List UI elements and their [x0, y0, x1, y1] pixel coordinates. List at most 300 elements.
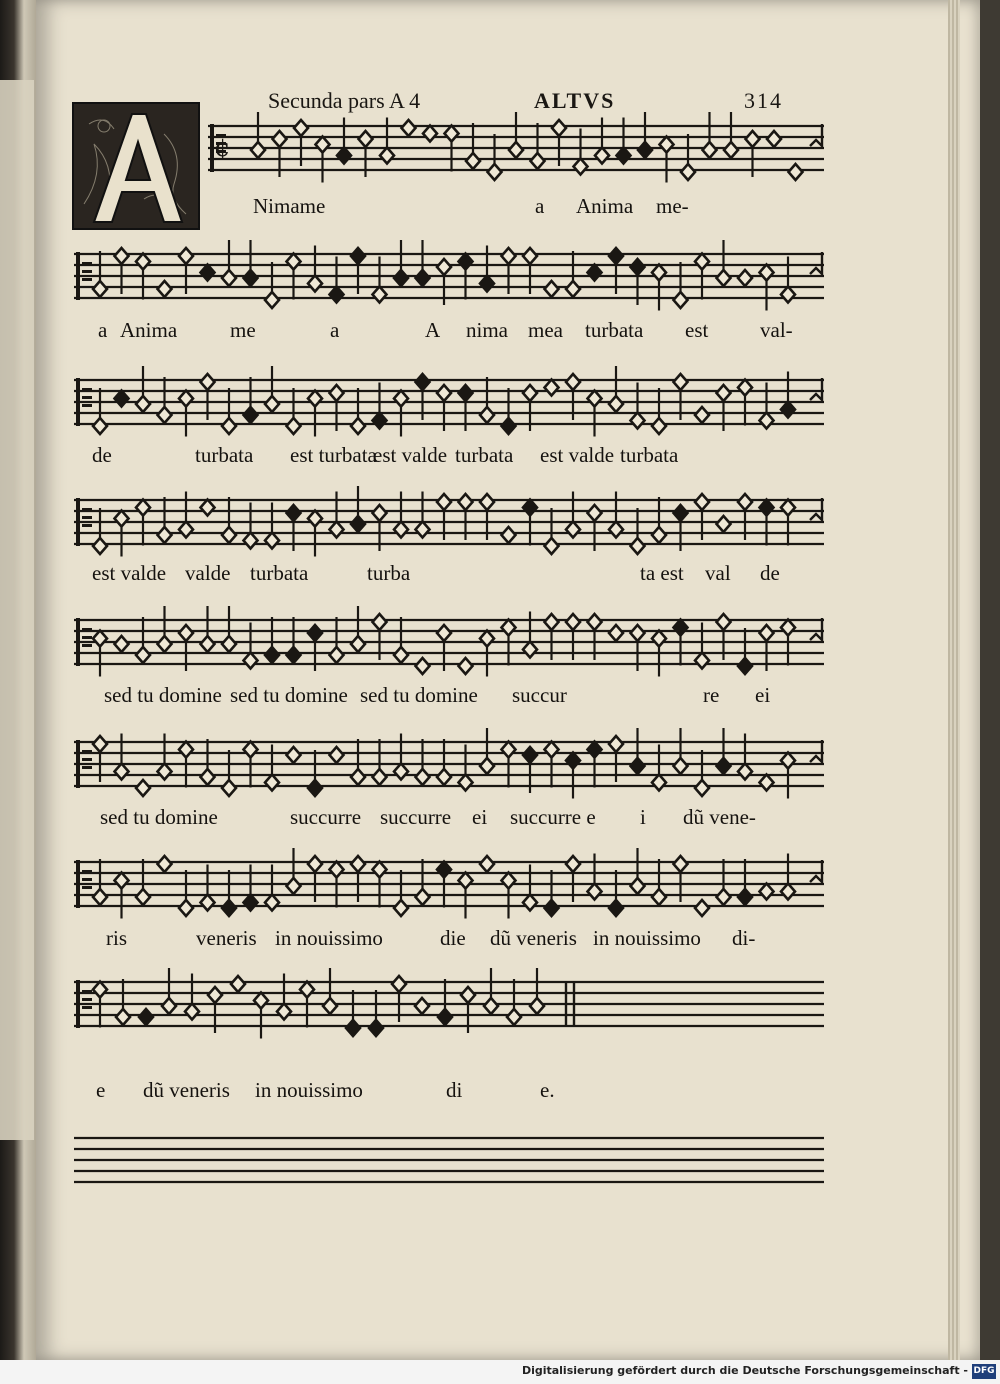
note-head [162, 998, 176, 1014]
lyric-syllable: a [330, 318, 340, 342]
note-head [437, 385, 451, 401]
note-head [652, 527, 666, 543]
note-head [609, 900, 623, 916]
note-head [466, 153, 480, 169]
note-head [93, 631, 107, 647]
note-head [631, 259, 645, 275]
note-head [738, 270, 752, 286]
note-head [437, 259, 451, 275]
note-head [93, 418, 107, 434]
note-head [231, 976, 245, 992]
lyric-syllable: di- [732, 926, 756, 950]
note-head [588, 884, 602, 900]
lyric-syllable: turbata [195, 443, 254, 467]
note-head [609, 248, 623, 264]
note-head [717, 758, 731, 774]
note-head [346, 1020, 360, 1036]
note-head [459, 254, 473, 270]
note-head [502, 418, 516, 434]
note-head [781, 620, 795, 636]
note-head [437, 494, 451, 510]
note-head [316, 137, 330, 153]
note-head [566, 614, 580, 630]
clef-mark [82, 998, 92, 1001]
note-head [523, 642, 537, 658]
clef-mark [82, 508, 92, 511]
note-head [115, 636, 129, 652]
note-head [760, 884, 774, 900]
note-head [208, 987, 222, 1003]
note-head [416, 522, 430, 538]
note-head [523, 747, 537, 763]
lyric-syllable: ris [106, 926, 127, 950]
lyric-syllable: est turbata [290, 443, 377, 467]
note-head [373, 287, 387, 303]
note-head [523, 248, 537, 264]
note-head [392, 976, 406, 992]
note-head [703, 142, 717, 158]
note-head [330, 747, 344, 763]
clef-mark [82, 758, 92, 761]
note-head [351, 248, 365, 264]
clef-mark [82, 388, 92, 391]
note-head [222, 418, 236, 434]
note-head [179, 522, 193, 538]
custos [810, 498, 822, 520]
lyric-syllable: a [535, 194, 545, 218]
note-head [631, 538, 645, 554]
note-head [287, 418, 301, 434]
note-head [158, 636, 172, 652]
note-head [330, 385, 344, 401]
note-head [136, 396, 150, 412]
note-head [93, 538, 107, 554]
lyric-syllable: turbata [620, 443, 679, 467]
lyric-syllable: sed tu domine [104, 683, 222, 707]
clef-mark [76, 378, 80, 426]
note-head [652, 265, 666, 281]
note-head [566, 281, 580, 297]
note-head [115, 511, 129, 527]
clef-mark [82, 750, 92, 753]
note-head [251, 142, 265, 158]
note-head [530, 998, 544, 1014]
note-head [738, 658, 752, 674]
lyric-syllable: die [440, 926, 466, 950]
note-head [695, 900, 709, 916]
note-head [179, 625, 193, 641]
note-head [502, 742, 516, 758]
note-head [502, 620, 516, 636]
note-head [158, 407, 172, 423]
clef-mark [76, 860, 80, 908]
note-head [423, 126, 437, 142]
note-head [652, 631, 666, 647]
clef-mark [82, 278, 92, 281]
lyric-syllable: turbata [585, 318, 644, 342]
lyric-syllable: nima [466, 318, 508, 342]
clef-mark [82, 636, 92, 639]
note-head [402, 120, 416, 136]
lyric-syllable: Anima [120, 318, 178, 342]
lyric-syllable: in nouissimo [593, 926, 701, 950]
note-head [566, 522, 580, 538]
note-head [330, 522, 344, 538]
note-head [566, 856, 580, 872]
lyric-syllable: de [92, 443, 112, 467]
note-head [265, 895, 279, 911]
note-head [717, 385, 731, 401]
note-head [201, 636, 215, 652]
note-head [394, 391, 408, 407]
lyric-syllable: e. [540, 1078, 555, 1102]
note-head [781, 500, 795, 516]
clef-mark [82, 404, 92, 407]
lyric-syllable: me [230, 318, 256, 342]
lyric-syllable: val- [760, 318, 793, 342]
note-head [588, 505, 602, 521]
note-head [158, 281, 172, 297]
clef-mark [76, 618, 80, 666]
dfg-logo: DFG [972, 1364, 996, 1379]
note-head [308, 276, 322, 292]
custos [810, 860, 822, 882]
note-head [222, 900, 236, 916]
note-head [416, 889, 430, 905]
custos [810, 378, 822, 400]
lyric-syllable: i [640, 805, 646, 829]
note-head [265, 775, 279, 791]
note-head [652, 418, 666, 434]
note-head [609, 522, 623, 538]
note-head [531, 153, 545, 169]
note-head [461, 987, 475, 1003]
note-head [523, 895, 537, 911]
note-head [116, 1009, 130, 1025]
note-head [351, 856, 365, 872]
note-head [459, 494, 473, 510]
note-head [609, 625, 623, 641]
note-head [136, 647, 150, 663]
note-head [416, 769, 430, 785]
clef-mark [76, 498, 80, 546]
note-head [523, 500, 537, 516]
note-head [545, 900, 559, 916]
note-head [717, 270, 731, 286]
voice-label: ALTVS [534, 88, 616, 113]
time-signature: ¢ [214, 133, 231, 163]
note-head [158, 764, 172, 780]
note-head [244, 653, 258, 669]
note-head [437, 769, 451, 785]
note-head [416, 374, 430, 390]
lyric-syllable: ei [472, 805, 488, 829]
lyric-syllable: succurre [290, 805, 362, 829]
footer-bar [0, 1360, 1000, 1384]
note-head [724, 142, 738, 158]
note-head [566, 374, 580, 390]
note-head [660, 137, 674, 153]
note-head [93, 281, 107, 297]
note-head [631, 625, 645, 641]
clef-mark [82, 766, 92, 769]
note-head [323, 998, 337, 1014]
note-head [244, 895, 258, 911]
lyric-syllable: ei [755, 683, 771, 707]
note-head [201, 500, 215, 516]
note-head [746, 131, 760, 147]
note-head [115, 764, 129, 780]
note-head [674, 505, 688, 521]
lyric-syllable: val [705, 561, 731, 585]
note-head [273, 131, 287, 147]
note-head [185, 1004, 199, 1020]
lyric-syllable: dũ veneris [143, 1078, 230, 1102]
note-head [509, 142, 523, 158]
lyric-syllable: sed tu domine [100, 805, 218, 829]
note-head [617, 148, 631, 164]
note-head [588, 391, 602, 407]
lyric-syllable: dũ vene- [683, 805, 756, 829]
note-head [717, 516, 731, 532]
note-head [545, 538, 559, 554]
note-head [760, 500, 774, 516]
note-head [552, 120, 566, 136]
note-head [351, 636, 365, 652]
lyric-syllable: est valde [373, 443, 448, 467]
note-head [136, 780, 150, 796]
note-head [369, 1020, 383, 1036]
note-head [222, 636, 236, 652]
note-head [179, 391, 193, 407]
note-head [254, 993, 268, 1009]
note-head [695, 494, 709, 510]
note-head [222, 270, 236, 286]
note-head [781, 753, 795, 769]
note-head [158, 856, 172, 872]
clef-mark [82, 1006, 92, 1009]
note-head [373, 769, 387, 785]
note-head [545, 380, 559, 396]
note-head [507, 1009, 521, 1025]
note-head [595, 148, 609, 164]
note-head [300, 982, 314, 998]
note-head [609, 396, 623, 412]
note-head [566, 753, 580, 769]
note-head [136, 500, 150, 516]
note-head [308, 391, 322, 407]
note-head [265, 396, 279, 412]
note-head [437, 625, 451, 641]
note-head [588, 265, 602, 281]
note-head [265, 647, 279, 663]
lyric-syllable: est valde [540, 443, 615, 467]
lyric-syllable: veneris [196, 926, 257, 950]
note-head [222, 780, 236, 796]
lyric-syllable: mea [528, 318, 563, 342]
note-head [459, 775, 473, 791]
note-head [438, 1009, 452, 1025]
note-head [652, 889, 666, 905]
note-head [789, 164, 803, 180]
note-head [502, 873, 516, 889]
pars-label: Secunda pars A 4 [268, 88, 421, 113]
note-head [760, 625, 774, 641]
note-head [631, 758, 645, 774]
lyric-syllable: valde [185, 561, 231, 585]
clef-mark [82, 270, 92, 273]
note-head [695, 653, 709, 669]
note-head [545, 281, 559, 297]
note-head [287, 647, 301, 663]
note-head [244, 407, 258, 423]
note-head [287, 747, 301, 763]
note-head [738, 764, 752, 780]
custos [810, 124, 822, 146]
lyric-syllable: est [685, 318, 709, 342]
note-head [115, 873, 129, 889]
note-head [93, 889, 107, 905]
note-head [277, 1004, 291, 1020]
note-head [652, 775, 666, 791]
clef-mark [76, 740, 80, 788]
note-head [717, 614, 731, 630]
note-head [115, 248, 129, 264]
clef-mark [82, 990, 92, 993]
note-head [394, 900, 408, 916]
lyric-syllable: succurre e [510, 805, 596, 829]
note-head [287, 505, 301, 521]
note-head [136, 889, 150, 905]
note-head [588, 742, 602, 758]
lyric-syllable: turba [367, 561, 411, 585]
note-head [760, 265, 774, 281]
clef-mark [82, 396, 92, 399]
note-head [394, 270, 408, 286]
note-head [738, 494, 752, 510]
note-head [574, 159, 588, 175]
note-head [201, 895, 215, 911]
note-head [674, 292, 688, 308]
note-head [179, 900, 193, 916]
lyric-syllable: ta est [640, 561, 684, 585]
note-head [459, 385, 473, 401]
funding-credit: Digitalisierung gefördert durch die Deutsche Forschungsgemeinschaft - [521, 1364, 968, 1377]
note-head [638, 142, 652, 158]
note-head [484, 998, 498, 1014]
lyric-syllable: succur [512, 683, 567, 707]
note-head [717, 889, 731, 905]
note-head [695, 254, 709, 270]
note-head [222, 527, 236, 543]
note-head [760, 775, 774, 791]
note-head [631, 878, 645, 894]
note-head [394, 647, 408, 663]
note-head [308, 856, 322, 872]
lyric-syllable: di [446, 1078, 463, 1102]
clef-mark [76, 980, 80, 1028]
note-head [480, 407, 494, 423]
lyric-syllable: sed tu domine [360, 683, 478, 707]
note-head [308, 780, 322, 796]
lyric-syllable: turbata [455, 443, 514, 467]
lyric-syllable: e [96, 1078, 106, 1102]
note-head [459, 873, 473, 889]
note-head [480, 276, 494, 292]
note-head [179, 248, 193, 264]
note-head [139, 1009, 153, 1025]
note-head [308, 511, 322, 527]
note-head [631, 413, 645, 429]
clef-mark [82, 870, 92, 873]
note-head [674, 374, 688, 390]
note-head [767, 131, 781, 147]
note-head [609, 736, 623, 752]
lyric-syllable: succurre [380, 805, 452, 829]
note-head [179, 742, 193, 758]
note-head [115, 391, 129, 407]
note-head [674, 620, 688, 636]
lyric-syllable: dũ veneris [490, 926, 577, 950]
lyric-syllable: de [760, 561, 780, 585]
lyric-syllable: in nouissimo [255, 1078, 363, 1102]
note-head [287, 254, 301, 270]
note-head [781, 402, 795, 418]
note-head [373, 505, 387, 521]
clef-mark [82, 886, 92, 889]
note-head [351, 769, 365, 785]
note-head [437, 862, 451, 878]
note-head [545, 614, 559, 630]
note-head [781, 287, 795, 303]
note-head [523, 385, 537, 401]
clef-mark [76, 252, 80, 300]
lyric-syllable: in nouissimo [275, 926, 383, 950]
custos [810, 618, 822, 640]
note-head [294, 120, 308, 136]
note-head [488, 164, 502, 180]
note-head [244, 533, 258, 549]
note-head [244, 742, 258, 758]
note-head [330, 862, 344, 878]
clef-mark [82, 628, 92, 631]
note-head [201, 769, 215, 785]
note-head [265, 292, 279, 308]
note-head [158, 527, 172, 543]
lyric-syllable: est valde [92, 561, 167, 585]
clef-mark [82, 516, 92, 519]
note-head [93, 736, 107, 752]
note-head [416, 270, 430, 286]
note-head [351, 516, 365, 532]
clef-mark [82, 878, 92, 881]
note-head [480, 631, 494, 647]
note-head [93, 982, 107, 998]
note-head [244, 270, 258, 286]
clef-mark [82, 262, 92, 265]
note-head [781, 884, 795, 900]
note-head [337, 148, 351, 164]
note-head [459, 658, 473, 674]
note-head [681, 164, 695, 180]
lyric-syllable: Nimame [253, 194, 326, 218]
custos [810, 740, 822, 762]
note-head [308, 625, 322, 641]
note-head [373, 614, 387, 630]
lyric-syllable: turbata [250, 561, 309, 585]
note-head [394, 764, 408, 780]
note-head [738, 889, 752, 905]
